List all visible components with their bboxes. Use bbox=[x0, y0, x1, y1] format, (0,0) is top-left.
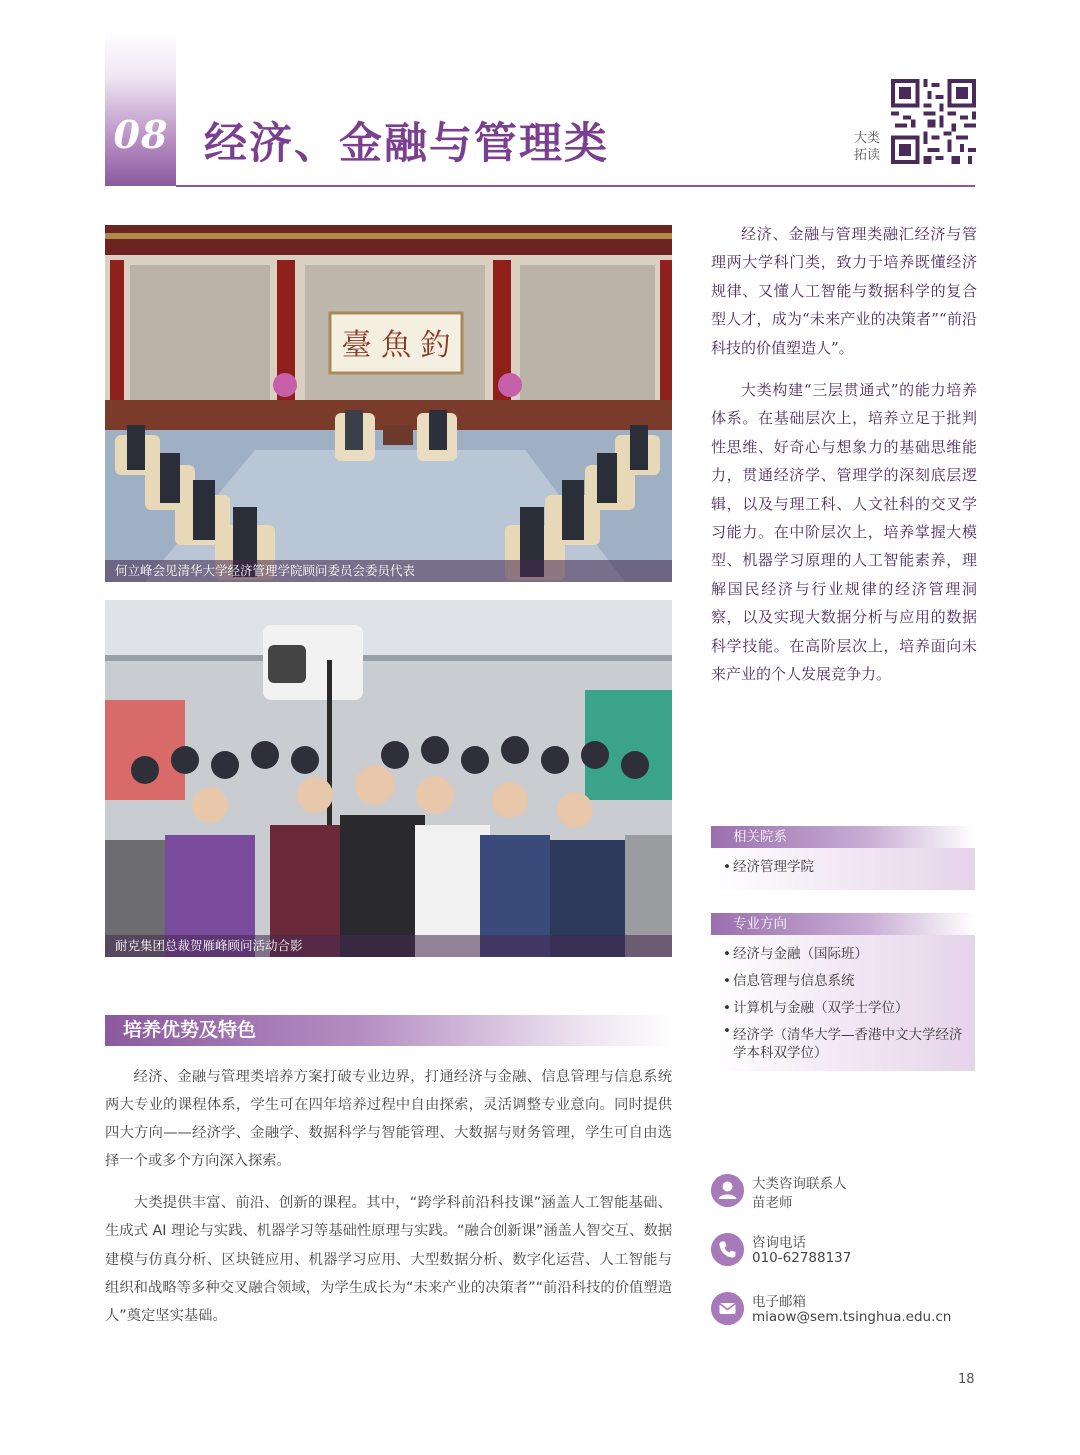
list-item: • 信息管理与信息系统 bbox=[723, 968, 967, 995]
intro-paragraph: 大类构建“三层贯通式”的能力培养体系。在基础层次上，培养立足于批判性思维、好奇心与想象力的基础思维能力，贯通经济学、管理学的深刻底层逻辑，以及与理工科、人文社科的交叉学习能力。在中阶层次上，培养掌握大模型、机器学习原理的人工智能素养，理解国民经济与行业规律的经济管理洞察，以及实现大数据分析与应用的数据科学技能。在高阶层次上，培养面向未来产业的个人发展竞争力。 bbox=[711, 381, 977, 684]
contact-value: 苗老师 bbox=[752, 1195, 793, 1211]
intro-text bbox=[711, 220, 977, 703]
section-paragraph: 经济、金融与管理类培养方案打破专业边界，打通经济与金融、信息管理与信息系统两大专业的课程体系，学生可在四年培养过程中自由探索，灵活调整专业意向。同时提供四大方向——经济学、金融学、数据科学与智能管理、大数据与财务管理，学生可自由选择一个或多个方向深入探索。 bbox=[105, 1069, 672, 1170]
intro-paragraph: 经济、金融与管理类融汇经济与管理两大学科门类，致力于培养既懂经济规律、又懂人工智能与数据科学的复合型人才，成为“未来产业的决策者”“前沿科技的价值塑造人”。 bbox=[711, 225, 977, 357]
list-item: • 经济学（清华大学—香港中文大学经济学本科双学位） bbox=[723, 1022, 967, 1062]
qr-code-icon[interactable] bbox=[891, 79, 976, 164]
photo-meeting bbox=[105, 225, 672, 582]
svg-text:臺 魚 釣: 臺 魚 釣 bbox=[341, 328, 451, 363]
list-item: • 经济与金融（国际班） bbox=[723, 941, 967, 968]
person-icon bbox=[711, 1174, 744, 1207]
contact-label: 电子邮箱 bbox=[752, 1294, 806, 1310]
mail-icon bbox=[711, 1292, 744, 1325]
photo-group bbox=[105, 600, 672, 957]
meeting-room-illustration bbox=[105, 225, 672, 582]
page-title: 经济、金融与管理类 bbox=[204, 119, 609, 169]
qr-label-line1: 大类 bbox=[853, 131, 880, 146]
contact-email bbox=[711, 1292, 981, 1332]
majors-list bbox=[711, 935, 975, 1071]
contact-value[interactable]: miaow@sem.tsinghua.edu.cn bbox=[752, 1309, 952, 1325]
section-paragraph: 大类提供丰富、前沿、创新的课程。其中，“跨学科前沿科技课”涵盖人工智能基础、生成式 AI 理论与实践、机器学习等基础性原理与实践。“融合创新课”涵盖人智交互、数据建模与仿真分析、区块链应用、机器学习应用、大型数据分析、数字化运营、人工智能与组织和战略等多种交叉融合领域，为学生成长为“未来产业的决策者”“前沿科技的价值塑造人”奠定坚实基础。 bbox=[105, 1195, 672, 1324]
contact-value[interactable]: 010-62788137 bbox=[752, 1250, 852, 1266]
contact-label: 咨询电话 bbox=[752, 1235, 806, 1251]
qr-label-line2: 拓读 bbox=[853, 148, 880, 163]
qr-label bbox=[846, 130, 880, 164]
section-heading: 培养优势及特色 bbox=[105, 1015, 675, 1046]
section-body bbox=[105, 1063, 672, 1344]
photo-caption: 何立峰会见清华大学经济管理学院顾问委员会委员代表 bbox=[105, 560, 672, 582]
contact-person bbox=[711, 1174, 981, 1214]
photo-caption: 耐克集团总裁贺雁峰顾问活动合影 bbox=[105, 935, 672, 957]
page-number: 18 bbox=[958, 1372, 975, 1387]
chapter-number-tab bbox=[105, 30, 176, 186]
majors-heading: 专业方向 bbox=[711, 913, 975, 935]
majors-box bbox=[711, 913, 975, 1071]
header-divider bbox=[176, 185, 975, 187]
related-dept-heading: 相关院系 bbox=[711, 826, 975, 848]
list-item: • 经济管理学院 bbox=[723, 854, 967, 881]
group-photo-illustration bbox=[105, 600, 672, 957]
chapter-number: 08 bbox=[113, 112, 169, 157]
phone-icon bbox=[711, 1233, 744, 1266]
related-dept-box bbox=[711, 826, 975, 890]
contact-phone bbox=[711, 1233, 981, 1273]
related-dept-list bbox=[711, 848, 975, 890]
list-item: • 计算机与金融（双学士学位） bbox=[723, 995, 967, 1022]
contact-label: 大类咨询联系人 bbox=[752, 1176, 847, 1192]
